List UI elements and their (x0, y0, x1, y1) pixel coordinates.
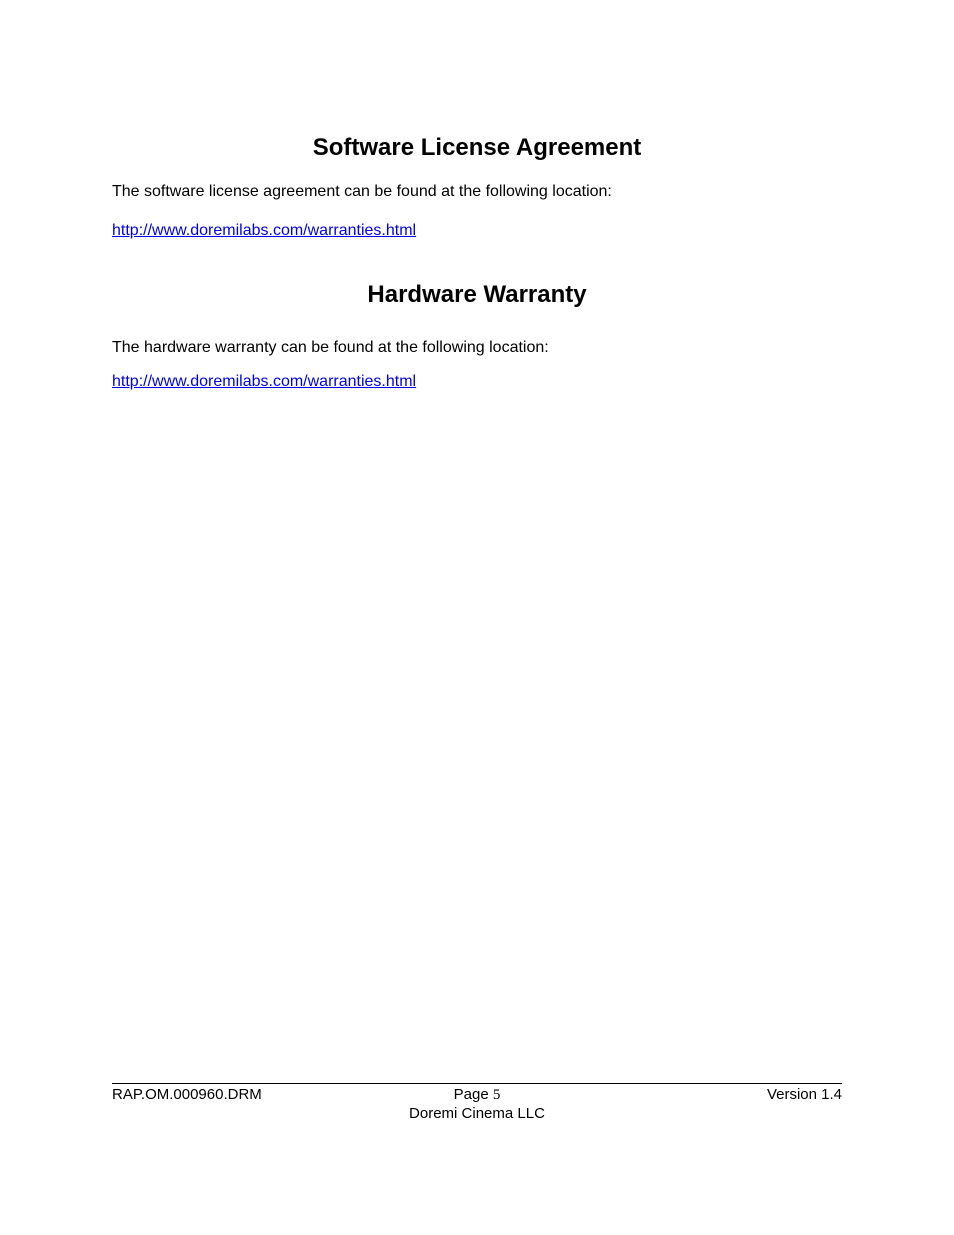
footer-version: Version 1.4 (766, 1086, 842, 1103)
footer-page-number: 5 (492, 1087, 501, 1103)
footer-company: Doremi Cinema LLC (409, 1105, 545, 1122)
footer-document-id: RAP.OM.000960.DRM (112, 1086, 262, 1103)
footer-page-indicator (112, 1086, 842, 1104)
hardware-warranty-heading: Hardware Warranty (367, 281, 587, 308)
footer-page-label: Page (453, 1086, 489, 1103)
software-license-text: The software license agreement can be found at the following location: (112, 183, 612, 200)
footer-divider (112, 1083, 842, 1084)
software-license-heading: Software License Agreement (312, 134, 642, 161)
hardware-warranty-link[interactable]: http://www.doremilabs.com/warranties.html (112, 373, 417, 390)
hardware-warranty-text: The hardware warranty can be found at the following location: (112, 339, 549, 356)
software-license-link[interactable]: http://www.doremilabs.com/warranties.html (112, 222, 417, 239)
